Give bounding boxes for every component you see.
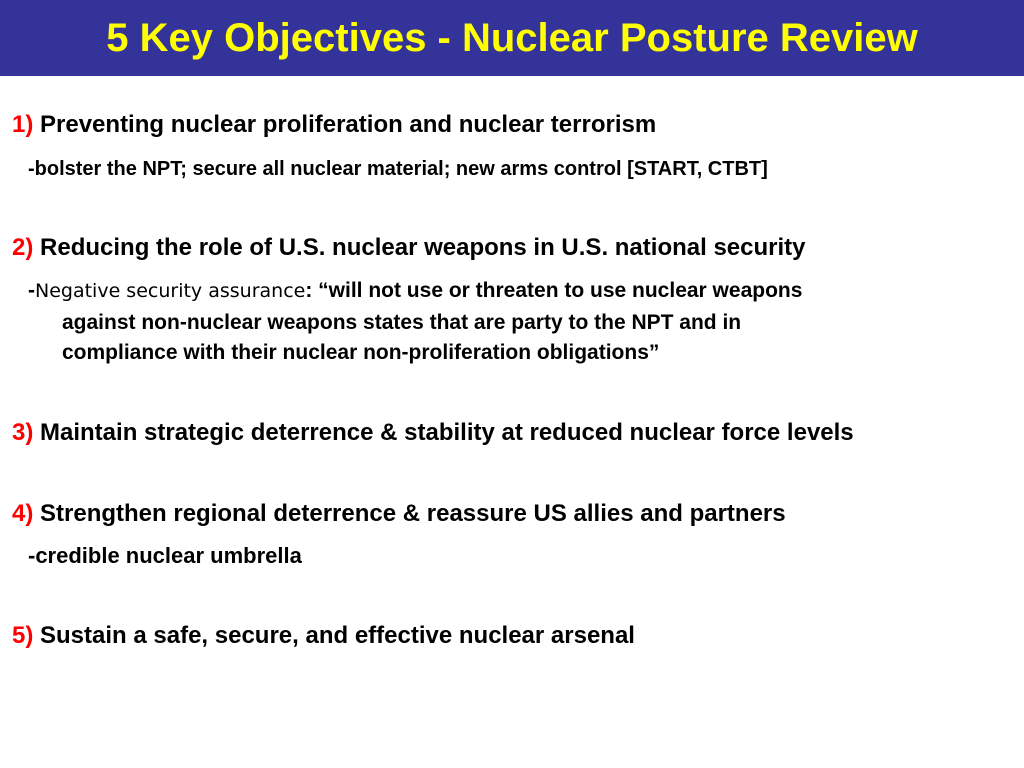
- objective-1-text: Preventing nuclear proliferation and nuclear terrorism: [40, 111, 657, 138]
- objective-2-text: Reducing the role of U.S. nuclear weapons in U.S. national security: [40, 234, 806, 261]
- objective-3-text: Maintain strategic deterrence & stability at reduced nuclear force levels: [40, 419, 854, 446]
- objective-2-sub: [28, 276, 802, 306]
- title-bar: [0, 0, 1024, 76]
- objective-2-sub-line-3: compliance with their nuclear non-proliferation obligations”: [62, 341, 660, 364]
- objective-2-sub-prefix: -: [28, 279, 35, 302]
- objective-2: [12, 233, 806, 263]
- objective-2-number: 2): [12, 234, 34, 261]
- objective-3-number: 3): [12, 419, 34, 446]
- objective-1-sub: -bolster the NPT; secure all nuclear material; new arms control [START, CTBT]: [28, 158, 768, 180]
- objective-2-sub-rest: : “will not use or threaten to use nuclear weapons: [305, 279, 803, 302]
- objective-4-text: Strengthen regional deterrence & reassure US allies and partners: [40, 500, 786, 527]
- objective-4-sub: -credible nuclear umbrella: [28, 543, 302, 568]
- slide-title: 5 Key Objectives - Nuclear Posture Review: [106, 16, 918, 60]
- objective-4: [12, 499, 786, 529]
- objective-3: [12, 418, 854, 448]
- objective-5: [12, 621, 635, 651]
- objective-4-number: 4): [12, 500, 34, 527]
- objective-5-number: 5): [12, 622, 34, 649]
- objective-1: [12, 110, 656, 140]
- negative-security-assurance-term: Negative security assurance: [35, 280, 306, 302]
- objective-5-text: Sustain a safe, secure, and effective nuclear arsenal: [40, 622, 635, 649]
- objective-1-number: 1): [12, 111, 34, 138]
- objective-2-sub-line-2: against non-nuclear weapons states that are party to the NPT and in: [62, 311, 742, 334]
